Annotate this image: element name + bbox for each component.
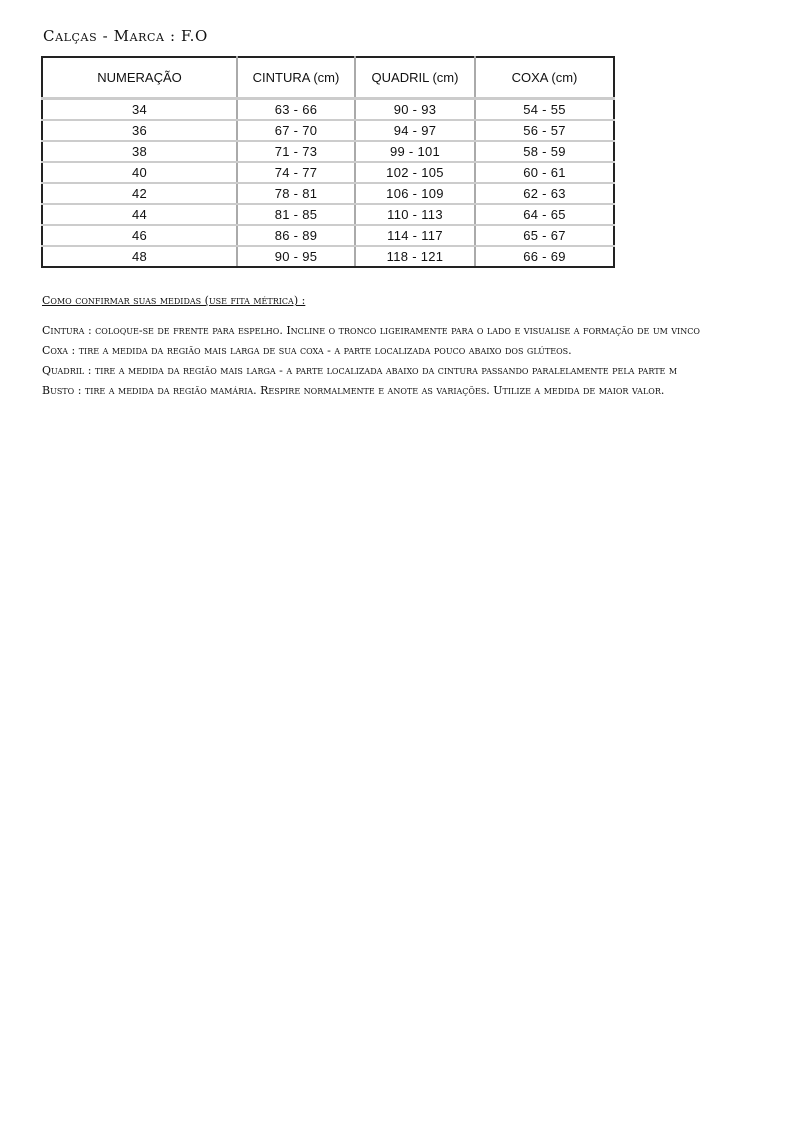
cell-quadril: 106 - 109 — [355, 183, 475, 204]
cell-numeracao: 36 — [42, 120, 237, 141]
cell-coxa: 64 - 65 — [475, 204, 614, 225]
cell-cintura: 71 - 73 — [237, 141, 355, 162]
cell-coxa: 58 - 59 — [475, 141, 614, 162]
cell-quadril: 90 - 93 — [355, 99, 475, 121]
header-coxa: COXA (cm) — [475, 57, 614, 99]
cell-coxa: 56 - 57 — [475, 120, 614, 141]
cell-cintura: 81 - 85 — [237, 204, 355, 225]
instruction-quadril: Quadril : tire a medida da região mais larga - a parte localizada abaixo da cintura passando paralelamente pela parte m — [42, 364, 678, 377]
cell-cintura: 90 - 95 — [237, 246, 355, 267]
header-quadril: QUADRIL (cm) — [355, 57, 475, 99]
cell-numeracao: 44 — [42, 204, 237, 225]
cell-quadril: 114 - 117 — [355, 225, 475, 246]
cell-cintura: 67 - 70 — [237, 120, 355, 141]
cell-numeracao: 38 — [42, 141, 237, 162]
size-chart-table — [41, 56, 615, 268]
instruction-coxa: Coxa : tire a medida da região mais larga de sua coxa - a parte localizada pouco abaixo dos glúteos. — [42, 344, 572, 357]
cell-cintura: 74 - 77 — [237, 162, 355, 183]
cell-numeracao: 48 — [42, 246, 237, 267]
cell-coxa: 65 - 67 — [475, 225, 614, 246]
cell-quadril: 102 - 105 — [355, 162, 475, 183]
cell-quadril: 118 - 121 — [355, 246, 475, 267]
cell-coxa: 62 - 63 — [475, 183, 614, 204]
table-row — [42, 141, 614, 162]
table-header-row — [42, 57, 614, 99]
cell-numeracao: 46 — [42, 225, 237, 246]
instruction-busto: Busto : tire a medida da região mamária. Respire normalmente e anote as variações. Utilize a medida de maior valor. — [42, 384, 665, 397]
table-row — [42, 120, 614, 141]
cell-coxa: 60 - 61 — [475, 162, 614, 183]
instructions-heading: Como confirmar suas medidas (use fita métrica) : — [42, 294, 306, 307]
cell-numeracao: 34 — [42, 99, 237, 121]
cell-quadril: 94 - 97 — [355, 120, 475, 141]
table-row — [42, 225, 614, 246]
table-row — [42, 162, 614, 183]
measurement-instructions — [42, 294, 762, 401]
cell-cintura: 86 - 89 — [237, 225, 355, 246]
cell-cintura: 78 - 81 — [237, 183, 355, 204]
table-row — [42, 246, 614, 267]
cell-cintura: 63 - 66 — [237, 99, 355, 121]
cell-quadril: 110 - 113 — [355, 204, 475, 225]
cell-quadril: 99 - 101 — [355, 141, 475, 162]
header-numeracao: NUMERAÇÃO — [42, 57, 237, 99]
table-row — [42, 204, 614, 225]
cell-numeracao: 42 — [42, 183, 237, 204]
table-row — [42, 99, 614, 121]
cell-coxa: 54 - 55 — [475, 99, 614, 121]
page-title: Calças - Marca : F.O — [43, 27, 208, 45]
cell-numeracao: 40 — [42, 162, 237, 183]
cell-coxa: 66 - 69 — [475, 246, 614, 267]
table-row — [42, 183, 614, 204]
header-cintura: CINTURA (cm) — [237, 57, 355, 99]
instruction-cintura: Cintura : coloque-se de frente para espelho. Incline o tronco ligeiramente para o lado e visualise a formação de um vinco — [42, 324, 700, 337]
